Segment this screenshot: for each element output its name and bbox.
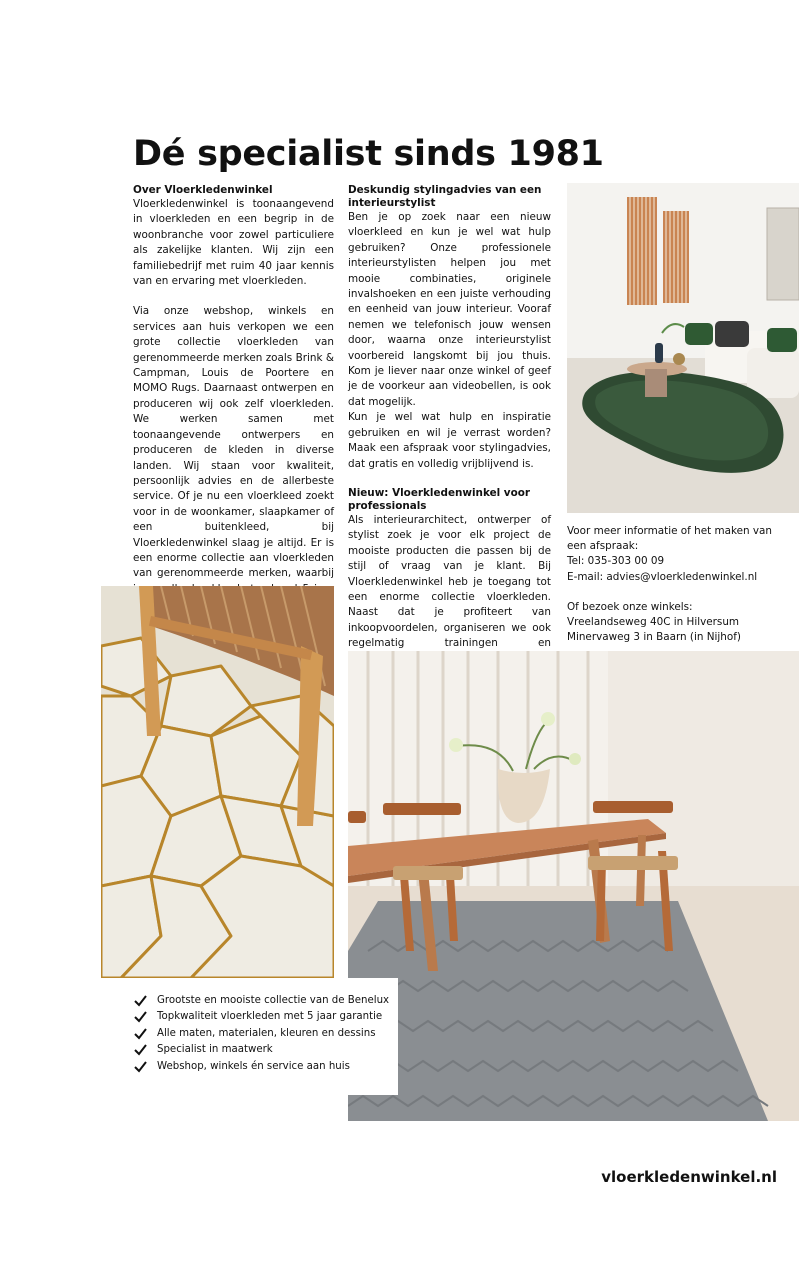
photo-gold-vein-rug-chair [101,586,334,978]
store-hilversum: Vreelandseweg 40C in Hilversum [567,616,740,629]
page-title: Dé specialist sinds 1981 [133,134,604,174]
photo-dining-room [348,651,799,1121]
about-heading: Over Vloerkledenwinkel [133,184,273,196]
checklist-item: Alle maten, materialen, kleuren en dessins [134,1026,398,1042]
checkmark-icon [134,1010,147,1023]
checkmark-icon [134,1060,147,1073]
contact-email[interactable]: E-mail: advies@vloerkledenwinkel.nl [567,570,758,583]
checklist-item: Webshop, winkels én service aan huis [134,1059,398,1075]
contact-intro: Voor meer informatie of het maken van een afspraak: [567,525,772,553]
contact-info [567,524,777,645]
checklist-item: Grootste en mooiste collectie van de Benelux [134,993,398,1009]
checklist-item: Specialist in maatwerk [134,1042,398,1058]
styling-paragraph-2: Kun je wel wat hulp en inspiratie gebruiken en wil je verrast worden? Maak een afspraak voor stylingadvies, dat gratis en volledig vrijblijvend is. [348,411,551,470]
styling-paragraph-1: Ben je op zoek naar een nieuw vloerkleed en kun je wel wat hulp gebruiken? Onze professionele interieurstylisten helpen jou met mooie combinaties, originele invalshoeken en een juiste verhouding en eenheid van jouw interieur. Vooraf nemen we telefonisch jouw wensen door, waarna onze interieurstylist voorbereid langskomt bij jou thuis. Kom je liever naar onze winkel of geef je de voorkeur aan videobellen, is ook dat mogelijk. [348,211,551,408]
footer-website[interactable]: vloerkledenwinkel.nl [601,1168,777,1186]
about-paragraph-1: Vloerkledenwinkel is toonaangevend in vloerkleden en een begrip in de woonbranche voor zowel particuliere als zakelijke klanten. Wij zijn een familiebedrijf met ruim 40 jaar kennis van en ervaring met vloerkleden. [133,198,334,288]
professionals-paragraph: Als interieurarchitect, ontwerper of stylist zoek je voor elk project de mooiste producten die passen bij de stijl of vraag van je klant. Bij Vloerkledenwinkel heb je toegang tot een enorme collectie vloerkleden. Naast dat je profiteert van inkoopvoordelen, organiseren we ook regelmatig trainingen en [348,513,551,650]
contact-phone[interactable]: Tel: 035-303 00 09 [567,555,665,568]
professionals-heading: Nieuw: Vloerkledenwinkel voor professionals [348,486,530,512]
checklist-item: Topkwaliteit vloerkleden met 5 jaar garantie [134,1009,398,1025]
visit-heading: Of bezoek onze winkels: [567,600,693,613]
store-baarn: Minervaweg 3 in Baarn (in Nijhof) [567,631,741,644]
checkmark-icon [134,994,147,1007]
about-paragraph-2: Via onze webshop, winkels en services aan huis verkopen we een grote collectie vloerkleden van gerenommeerde merken zoals Brink & Campman, Louis de Poortere en MOMO Rugs. Daarnaast ontwerpen en produceren wij ook zelf vloerkleden. We werken samen met toonaangevende ontwerpers en produceren de kleden in diverse landen. Wij staan voor kwaliteit, persoonlijk advies en de allerbeste service. Of je nu een vloerkleed zoekt voor in de woonkamer, slaapkamer of een buitenkleed, bij Vloerkledenwinkel slaag je altijd. Er is een enorme collectie aan vloerkleden van gerenommeerde merken, waarbij [133,305,334,580]
checkmark-icon [134,1043,147,1056]
usp-checklist [101,978,398,1095]
checkmark-icon [134,1027,147,1040]
styling-heading: Deskundig stylingadvies van een interieurstylist [348,184,542,209]
photo-green-rug-livingroom [567,183,799,513]
